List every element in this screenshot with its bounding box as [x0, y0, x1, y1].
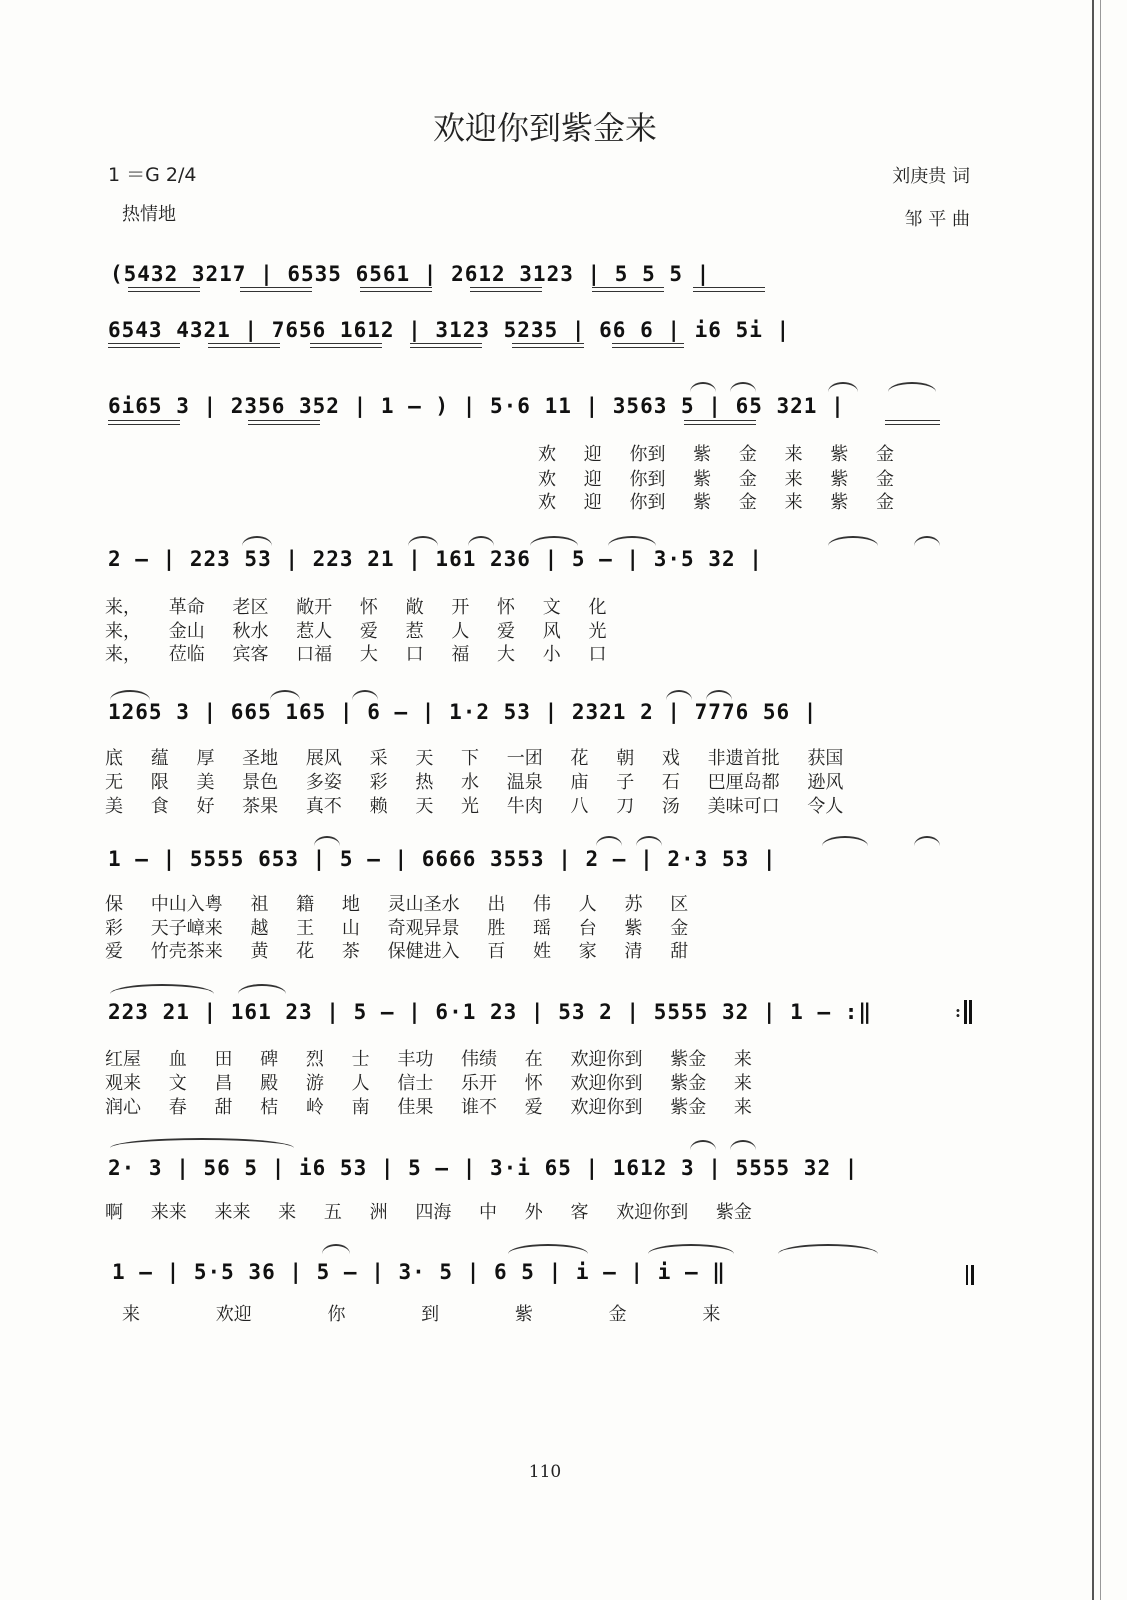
slur-mark [914, 836, 940, 846]
note-underline [310, 343, 382, 348]
slur-mark [822, 836, 868, 846]
staff-line-3: 6i65 3 | 2356 352 | 1 — ) | 5·6 11 | 3563 5 | 65 321 | [108, 394, 845, 418]
final-bar-thin [966, 1265, 968, 1285]
lyrics-7-2: 观来 文 昌 殿 游 人 信士 乐开 怀 欢迎你到 紫金 来 [105, 1073, 752, 1094]
slur-mark [648, 1244, 734, 1254]
note-underline [128, 287, 200, 292]
staff-line-1: (5432 3217 | 6535 6561 | 2612 3123 | 5 5 5 | [110, 262, 711, 286]
slur-mark [706, 690, 732, 700]
tempo-marking: 热情地 [122, 204, 176, 225]
slur-mark [110, 690, 150, 700]
slur-mark [690, 382, 716, 392]
lyrics-6-2: 彩 天子嶂来 越 王 山 奇观异景 胜 瑶 台 紫 金 [105, 918, 689, 939]
slur-mark [352, 690, 378, 700]
final-bar-thick [971, 1265, 974, 1285]
lyrics-3-1: 欢 迎 你到 紫 金 来 紫 金 [538, 444, 895, 465]
staff-line-9: 1 — | 5·5 36 | 5 — | 3· 5 | 6 5 | i — | i — ‖ [112, 1260, 726, 1284]
slur-mark [530, 536, 578, 546]
slur-mark [242, 536, 272, 546]
lyrics-4-3: 来， 莅临 宾客 口福 大 口 福 大 小 口 [105, 644, 607, 665]
song-title: 欢迎你到紫金来 [432, 109, 657, 147]
slur-mark [666, 690, 692, 700]
note-underline [612, 343, 684, 348]
lyrics-5-1: 底 蕴 厚 圣地 展风 采 天 下 一团 花 朝 戏 非遗首批 获国 [105, 748, 844, 769]
slur-mark [690, 1140, 716, 1150]
slur-mark [408, 536, 438, 546]
note-underline [684, 420, 756, 425]
page-number: 110 [528, 1462, 562, 1482]
note-underline [248, 420, 320, 425]
scan-edge [1092, 0, 1094, 1600]
staff-line-4: 2 — | 223 53 | 223 21 | 161 236 | 5 — | 3·5 32 | [108, 547, 763, 571]
lyrics-6-3: 爱 竹壳茶来 黄 花 茶 保健进入 百 姓 家 清 甜 [105, 941, 689, 962]
staff-line-8: 2· 3 | 56 5 | i6 53 | 5 — | 3·i 65 | 1612 3 | 5555 32 | [108, 1156, 859, 1180]
slur-mark [596, 836, 622, 846]
staff-line-5: 1265 3 | 665 165 | 6 — | 1·2 53 | 2321 2 | 7776 56 | [108, 700, 818, 724]
repeat-bar-thick [969, 1000, 972, 1024]
note-underline [470, 287, 542, 292]
lyricist-credit: 刘庚贵 词 [892, 166, 970, 187]
staff-line-7: 223 21 | 161 23 | 5 — | 6·1 23 | 53 2 | 5555 32 | 1 — :‖ [108, 1000, 873, 1024]
scan-edge-2 [1100, 0, 1101, 1600]
slur-mark [270, 690, 300, 700]
repeat-bar [964, 1000, 967, 1024]
slur-mark [888, 382, 936, 392]
lyrics-4-2: 来， 金山 秋水 惹人 爱 惹 人 爱 风 光 [105, 621, 607, 642]
lyrics-5-2: 无 限 美 景色 多姿 彩 热 水 温泉 庙 子 石 巴厘岛都 逊风 [105, 772, 844, 793]
lyrics-3-2: 欢 迎 你到 紫 金 来 紫 金 [538, 469, 895, 490]
slur-mark [730, 1140, 756, 1150]
note-underline [592, 287, 664, 292]
slur-mark [828, 536, 878, 546]
slur-mark [110, 1138, 294, 1148]
repeat-dots: : [955, 1002, 961, 1021]
note-underline [208, 343, 280, 348]
slur-mark [828, 382, 858, 392]
slur-mark [778, 1244, 878, 1254]
note-underline [108, 343, 180, 348]
lyrics-7-3: 润心 春 甜 桔 岭 南 佳果 谁不 爱 欢迎你到 紫金 来 [105, 1097, 752, 1118]
slur-mark [508, 1244, 588, 1254]
staff-line-2: 6543 4321 | 7656 1612 | 3123 5235 | 66 6 | i6 5i | [108, 318, 791, 342]
slur-mark [322, 1244, 350, 1254]
slur-mark [914, 536, 940, 546]
note-underline [240, 287, 312, 292]
lyrics-7-1: 红屋 血 田 碑 烈 士 丰功 伟绩 在 欢迎你到 紫金 来 [105, 1049, 752, 1070]
note-underline [108, 420, 180, 425]
lyrics-6-1: 保 中山入粤 祖 籍 地 灵山圣水 出 伟 人 苏 区 [105, 894, 689, 915]
lyrics-3-3: 欢 迎 你到 紫 金 来 紫 金 [538, 492, 895, 513]
slur-mark [110, 984, 214, 994]
slur-mark [608, 536, 656, 546]
lyrics-4-1: 来， 革命 老区 敞开 怀 敞 开 怀 文 化 [105, 597, 607, 618]
slur-mark [730, 382, 756, 392]
slur-mark [238, 984, 286, 994]
key-signature: 1 ＝G 2/4 [108, 164, 197, 186]
note-underline [693, 287, 765, 292]
note-underline [410, 343, 482, 348]
lyrics-8-1: 啊 来来 来来 来 五 洲 四海 中 外 客 欢迎你到 紫金 [105, 1202, 752, 1223]
slur-mark [636, 836, 662, 846]
slur-mark [468, 536, 494, 546]
note-underline [360, 287, 432, 292]
slur-mark [314, 836, 340, 846]
note-underline [512, 343, 584, 348]
note-underline [885, 420, 940, 425]
lyrics-5-3: 美 食 好 茶果 真不 赖 天 光 牛肉 八 刀 汤 美味可口 令人 [105, 796, 844, 817]
staff-line-6: 1 — | 5555 653 | 5 — | 6666 3553 | 2 — | 2·3 53 | [108, 847, 777, 871]
lyrics-9-1: 来 欢迎 你 到 紫 金 来 [122, 1304, 721, 1325]
composer-credit: 邹 平 曲 [904, 209, 970, 230]
